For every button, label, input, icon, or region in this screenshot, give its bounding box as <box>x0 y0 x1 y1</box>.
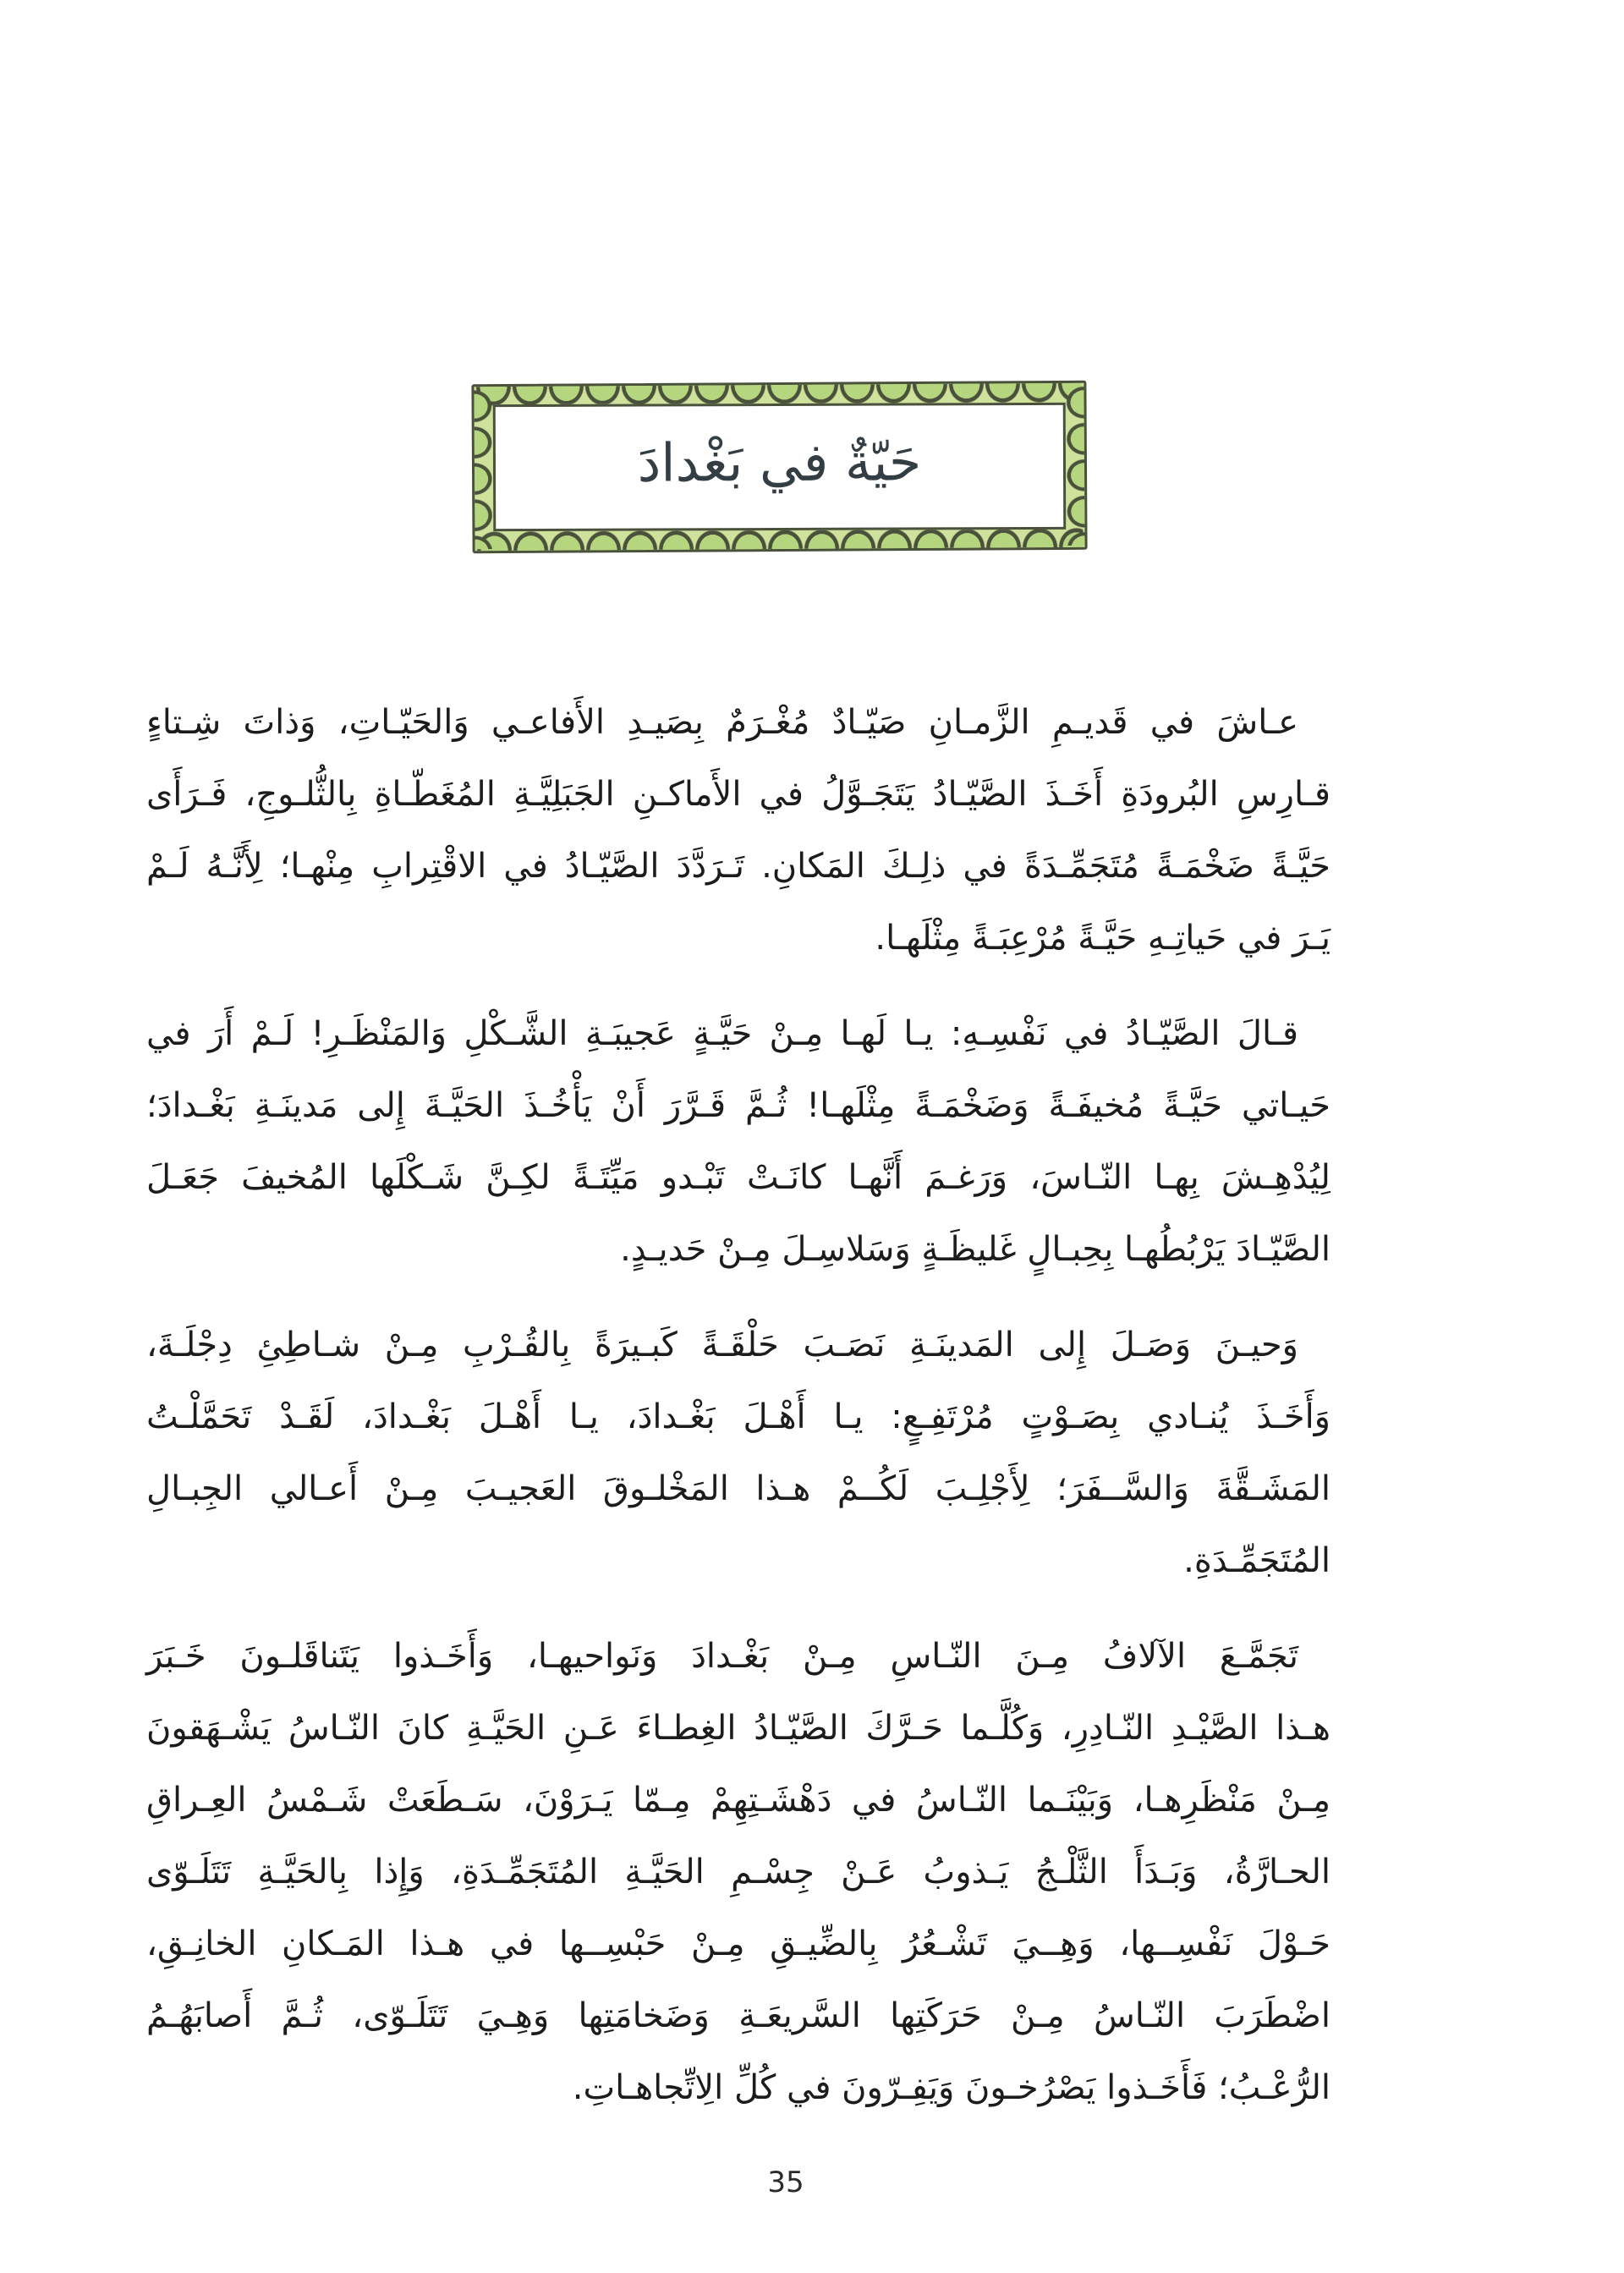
text-line: هـذا الصَّيْـدِ النّـادِرِ، وَكُلَّـما حَـرَّكَ الصَّيّـادُ الغِطـاءَ عَـنِ الحَيَّـةِ كانَ النّـاسُ يَشْـهَقونَ <box>146 1709 1330 1748</box>
text-line: وَأَخَـذَ يُنـادي بِصَـوْتٍ مُرْتَفِـعٍ: يـا أَهْـلَ بَغْـدادَ، يـا أَهْـلَ بَغْـدادَ، لَقَـدْ تَحَمَّلْـتُ <box>146 1397 1330 1436</box>
body-text <box>146 687 1330 2148</box>
text-line: حَـوْلَ نَفْسِــها، وَهِــيَ تَشْـعُرُ بِالضِّيـقِ مِـنْ حَبْسِــها في هـذا المَـكانِ الخانِـقِ، <box>146 1924 1330 1963</box>
text-line: قـارِسِ البُرودَةِ أَخَـذَ الصَّيّـادُ يَتَجَـوَّلُ في الأَماكـنِ الجَبَلِيَّـةِ المُغَطّـاةِ بِالثُّلـوجِ، فَـرَأَى <box>146 775 1330 814</box>
text-line: يَـرَ في حَياتِـهِ حَيَّـةً مُرْعِبَـةً مِثْلَهـا. <box>875 919 1330 958</box>
text-line: مِـنْ مَنْظَرِهـا، وَبَيْنَـما النّـاسُ في دَهْشَـتِهِمْ مِـمّا يَـرَوْنَ، سَـطَعَتْ شَـمْسُ العِـراقِ <box>146 1781 1330 1820</box>
text-line: لِيُدْهِـشَ بِهـا النّـاسَ، وَرَغـمَ أَنَّهـا كانَـتْ تَبْـدو مَيِّتَـةً لكِـنَّ شَـكْلَها المُخيفَ جَعَـلَ <box>146 1158 1330 1197</box>
text-line: الرُّعْـبُ؛ فَأَخَـذوا يَصْرُخـونَ وَيَفِـرّونَ في كُلِّ الِاتِّجاهـاتِ. <box>572 2068 1330 2107</box>
title-frame <box>471 381 1087 553</box>
paragraph <box>146 687 1330 975</box>
text-line: الصَّيّـادَ يَرْبُطُهـا بِحِبـالٍ غَليظَـةٍ وَسَلاسِـلَ مِـنْ حَديـدٍ. <box>620 1230 1330 1269</box>
paragraph <box>146 998 1330 1286</box>
text-line: عـاشَ في قَديـمِ الزَّمـانِ صَيّـادٌ مُغْـرَمٌ بِصَيـدِ الأَفاعـي وَالحَيّـاتِ، وَذاتَ شِـتاءٍ <box>146 703 1298 742</box>
text-line: المَشَـقَّةَ وَالسَّــفَرَ؛ لِأَجْلِـبَ لَكُــمْ هـذا المَخْلـوقَ العَجيـبَ مِـنْ أَعـالي الجِبـالِ <box>146 1469 1330 1508</box>
title-box <box>493 403 1067 531</box>
text-line: حَيـاتي حَيَّـةً مُخيفَـةً وَضَخْمَـةً مِثْلَهـا! ثُـمَّ قَـرَّرَ أَنْ يَأْخُـذَ الحَيَّـةَ إِلى مَدينَـةِ بَغْـدادَ؛ <box>146 1086 1330 1125</box>
text-line: قـالَ الصَّيّـادُ في نَفْسِـهِ: يـا لَهـا مِـنْ حَيَّـةٍ عَجيبَـةِ الشَّـكْلِ وَالمَنْظَـرِ! لَـمْ أَرَ في <box>146 1014 1298 1053</box>
page-title: حَيّةٌ في بَغْدادَ <box>637 431 922 494</box>
page-number: 35 <box>767 2166 804 2199</box>
text-line: وَحيـنَ وَصَـلَ إِلى المَدينَـةِ نَصَـبَ حَلْقَـةً كَبـيرَةً بِالقُـرْبِ مِـنْ شـاطِئِ دِجْلَـةَ، <box>146 1326 1298 1364</box>
text-line: المُتَجَمِّـدَةِ. <box>1183 1541 1330 1580</box>
paragraph <box>146 1309 1330 1597</box>
text-line: اضْطَرَبَ النّـاسُ مِـنْ حَرَكَتِها السَّريعَـةِ وَضَخامَتِها وَهِـيَ تَتَلَـوّى، ثُـمَّ أَصابَهُـمُ <box>146 1996 1330 2035</box>
paragraph <box>146 1621 1330 2124</box>
text-line: حَيَّـةً ضَخْمَـةً مُتَجَمِّـدَةً في ذلِـكَ المَكانِ. تَـرَدَّدَ الصَّيّـادُ في الاقْتِرابِ مِنْهـا؛ لِأَنَّـهُ لَـمْ <box>146 847 1330 886</box>
text-line: تَجَمَّـعَ الآلافُ مِـنَ النّـاسِ مِـنْ بَغْـدادَ وَنَواحيهـا، وَأَخَـذوا يَتَناقَلـونَ خَـبَرَ <box>146 1637 1298 1676</box>
text-line: الحـارَّةُ، وَبَـدَأَ الثَّلْـجُ يَـذوبُ عَـنْ جِسْـمِ الحَيَّـةِ المُتَجَمِّـدَةِ، وَإِذا بِالحَيَّـةِ تَتَلَـوّى <box>146 1853 1330 1891</box>
